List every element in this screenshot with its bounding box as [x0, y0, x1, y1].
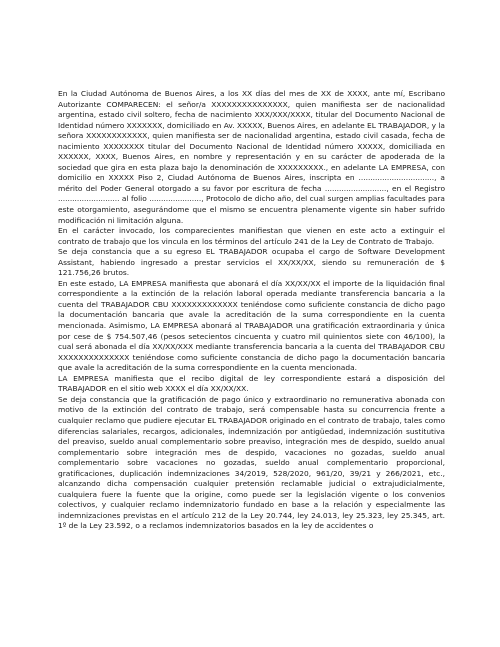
paragraph-cargo-remuneracion: Se deja constancia que a su egreso EL TRABAJADOR ocupaba el cargo de Software Development Assistant, habiendo ingresado a prestar servicios el XX/XX/XX, siendo su remuneración de $ 121.756,26 brutos.	[58, 247, 445, 278]
paragraph-compensacion: Se deja constancia que la gratificación de pago único y extraordinario no remunerativa abonada con motivo de la extinción del contrato de trabajo, será compensable hasta su concurrencia frente a cualquier reclamo que pudiere ejecutar EL TRABAJADOR originado en el contrato de trabajo, tales como diferencias salariales, recargos, adicionales, indemnización por antigüedad, indemnización sustitutiva del preaviso, sueldo anual complementario sobre preaviso, integración mes de despido, sueldo anual complementario sobre integración mes de despido, vacaciones no gozadas, sueldo anual complementario sobre vacaciones no gozadas, sueldo anual complementario proporcional, gratificaciones, duplicación indemnizaciones 34/2019, 528/2020, 961/20, 39/21 y 266/2021, etc., alcanzando dicha compensación cualquier pretensión reclamable judicial o extrajudicialmente, cualquiera fuere la fuente que la origine, como puede ser la legislación vigente o los convenios colectivos, y cualquier reclamo indemnizatorio fundado en base a la relación y especialmente las indemnizaciones previstas en el artículo 212 de la Ley 20.744, ley 24.013, ley 25.323, ley 25.345, art. 1º de la Ley 23.592, o a reclamos indemnizatorios basados en la ley de accidentes o	[58, 394, 445, 531]
paragraph-liquidacion-gratificacion: En este estado, LA EMPRESA manifiesta que abonará el día XX/XX/XX el importe de la liquidación final correspondiente a la extinción de la relación laboral operada mediante transferencia bancaria a la cuenta del TRABAJADOR CBU XXXXXXXXXXXXX teniéndose como suficiente constancia de dicho pago la documentación bancaria que avale la acreditación de la suma correspondiente en la cuenta mencionada. Asimismo, LA EMPRESA abonará al TRABAJADOR una gratificación extraordinaria y única por cese de $ 754.507,46 (pesos setecientos cincuenta y cuatro mil quinientos siete con 46/100), la cual será abonada el día XX/XX/XXX mediante transferencia bancaria a la cuenta del TRABAJADOR CBU XXXXXXXXXXXXXX teniéndose como suficiente constancia de dicho pago la documentación bancaria que avale la acreditación de la suma correspondiente en la cuenta mencionada.	[58, 278, 445, 373]
paragraph-comparecencia: En la Ciudad Autónoma de Buenos Aires, a los XX días del mes de XX de XXXX, ante mí, Escribano Autorizante COMPARECEN: el señor/a XXXXXXXXXXXXXXX, quien manifiesta ser de nacionalidad argentina, estado civil soltero, fecha de nacimiento XXX/XXX/XXXX, titular del Documento Nacional de Identidad número XXXXXXX, domiciliado en Av. XXXXX, Buenos Aires, en adelante EL TRABAJADOR, y la señora XXXXXXXXXXXX, quien manifiesta ser de nacionalidad argentina, estado civil casada, fecha de nacimiento XXXXXXXX titular del Documento Nacional de Identidad número XXXXX, domiciliada en XXXXXX, XXXX, Buenos Aires, en nombre y representación y en su carácter de apoderada de la sociedad que gira en esta plaza bajo la denominación de XXXXXXXXX., en adelante LA EMPRESA, con domicilio en XXXXX Piso 2, Ciudad Autónoma de Buenos Aires, inscripta en ................................, a mérito del Poder General otorgado a su favor por escritura de fecha .........................., en el Registro .......................... al folio ......................, Protocolo de dicho año, del cual surgen amplias facultades para este otorgamiento, asegurándome que el mismo se encuentra plenamente vigente sin haber sufrido modificación ni limitación alguna.	[58, 89, 445, 225]
document-body	[58, 89, 445, 532]
paragraph-recibo-digital: LA EMPRESA manifiesta que el recibo digital de ley correspondiente estará a disposición del TRABAJADOR en el sitio web XXXX el día XX/XX/XX.	[58, 373, 445, 394]
paragraph-extincion: En el carácter invocado, los comparecientes manifiestan que vienen en este acto a extinguir el contrato de trabajo que los vincula en los términos del artículo 241 de la Ley de Contrato de Trabajo.	[58, 226, 445, 246]
